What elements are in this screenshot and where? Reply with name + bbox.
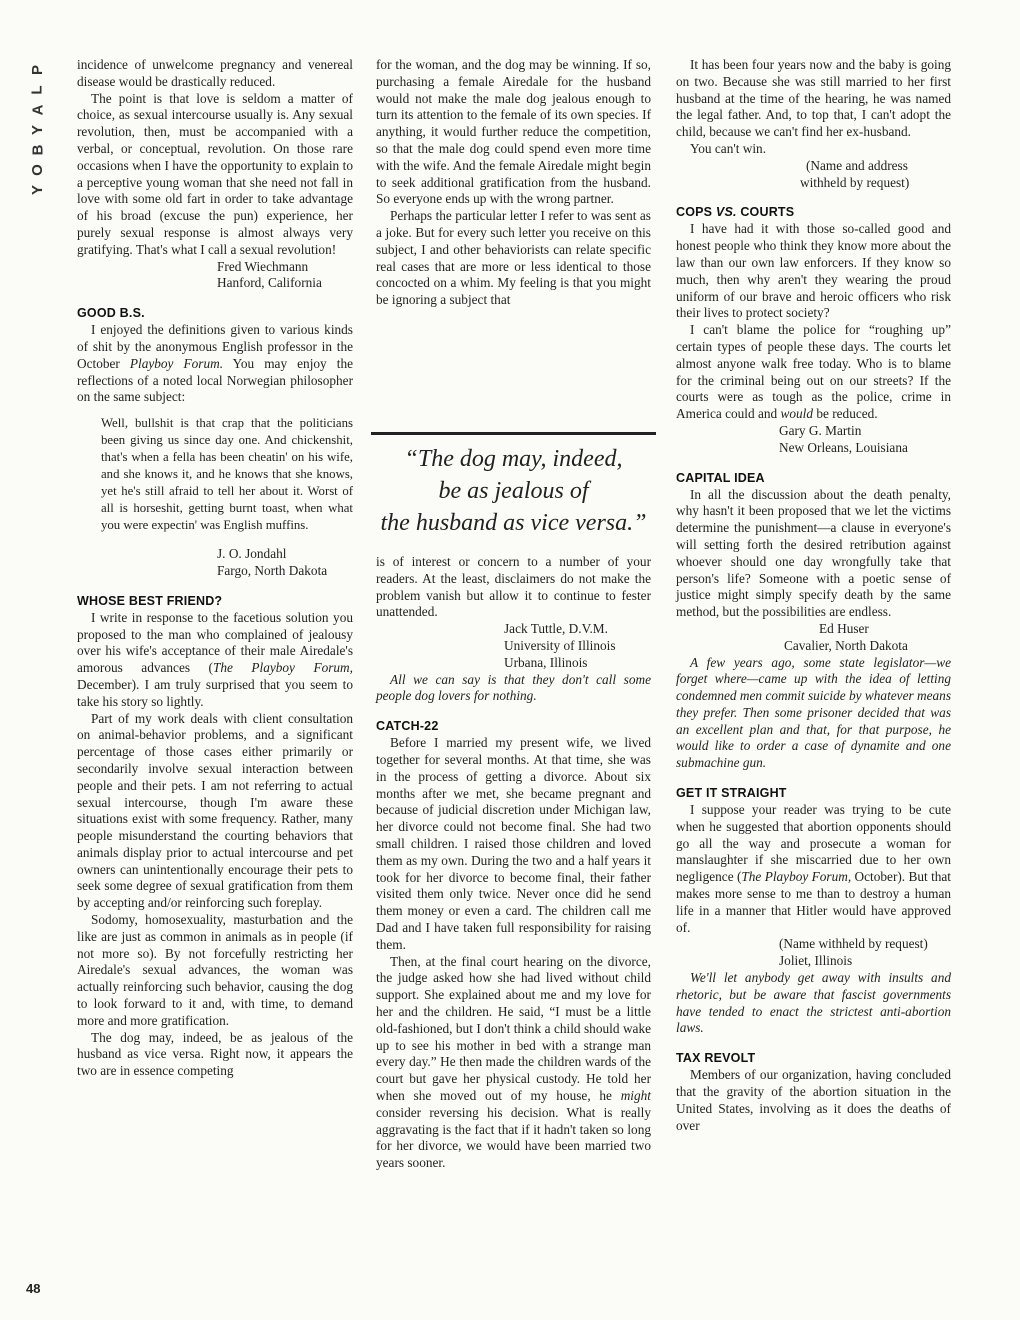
masthead-letter-b: B [29, 144, 46, 156]
paragraph: for the woman, and the dog may be winning. If so, purchasing a female Airedale for the husband would not make the male dog jealous enough to turn its attention to the female of its own species. If anything, it would further reduce the competition, so that the male dog could spend even more time with the wife. And the female Airedale might begin to seek additional gratification from the husband. So everyone ends up with the wrong partner. [376, 57, 651, 207]
signature-place: Urbana, Illinois [504, 654, 588, 670]
paragraph: Then, at the final court hearing on the divorce, the judge asked how she had lived without child support. She explained about me and my love for her and the children. He said, “I must be a little old-fashioned, but I don't think a child should wake up to see his mother in bed with a strange man every day.” He then made the children wards of the court but gave her physical custody. He told her when she moved out of my house, he might consider reversing his decision. What is really aggravating is the fact that if it hadn't taken so long for her divorce, we would have been married two years sooner. [376, 953, 651, 1171]
column-3 [676, 57, 951, 1134]
column-2-continued [376, 554, 651, 1172]
signature-place: Joliet, Illinois [779, 953, 853, 969]
paragraph: is of interest or concern to a number of your readers. At the least, disclaimers do not make the problem vanish but allow it to continue to fester unattended. [376, 554, 651, 620]
editor-reply: All we can say is that they don't call some people dog lovers for nothing. [376, 671, 651, 704]
masthead [27, 60, 49, 200]
signature-line: withheld by request) [800, 174, 910, 190]
signature [676, 936, 951, 970]
section-heading: GET IT STRAIGHT [676, 786, 787, 801]
signature-line: (Name and address [806, 157, 908, 173]
signature-name: J. O. Jondahl [217, 546, 287, 562]
signature-name: Fred Wiechmann [217, 258, 309, 274]
masthead-letter-p: P [28, 64, 46, 76]
paragraph: I have had it with those so-called good and honest people who think they know more about the law than our own law enforcers. If they know so much, then why aren't they wearing the proud uniform of our brave and heroic officers who risk their lives to protect society? [676, 221, 951, 321]
signature [676, 158, 951, 192]
signature [676, 423, 951, 457]
section-heading: GOOD B.S. [77, 306, 145, 321]
paragraph: Sodomy, homosexuality, masturbation and the like are just as common in animals as in people (if not more so). By not forcefully restricting her Airedale's sexual advances, the woman was actually reinforcing such behavior, causing the dog to look forward to it and, with time, to demand more and more gratification. [77, 912, 353, 1028]
signature-place: New Orleans, Louisiana [779, 439, 908, 455]
paragraph: I suppose your reader was trying to be cute when he suggested that abortion opponents should go all the way and prosecute a woman for manslaughter if she miscarried due to her own negligence (The Playboy Forum, October). But that makes more sense to me than to destroy a human life in a manner that Hitler would have approved of. [676, 802, 952, 935]
masthead-letter-o: O [28, 164, 46, 176]
column-1 [77, 57, 353, 1080]
section-heading: COPS VS. COURTS [676, 205, 795, 220]
page-number: 48 [26, 1281, 41, 1296]
section-heading: CATCH-22 [376, 719, 439, 734]
signature [77, 546, 353, 580]
signature-place: Cavalier, North Dakota [784, 637, 908, 653]
masthead-letter-y2: Y [28, 184, 46, 196]
section-heading: WHOSE BEST FRIEND? [77, 593, 223, 608]
pull-quote-line: “The dog may, indeed, [404, 446, 623, 472]
signature-place: Fargo, North Dakota [217, 562, 328, 578]
paragraph: Before I married my present wife, we lived together for several months. At that time, she was in the process of getting a divorce. About six months after we met, she became pregnant and because of judicial discretion under Michigan law, her divorce could not become final. She had two small children. I raised those children and loved them as my own. During the two and a half years it took for her divorce to become final, their father visited them only twice. Never once did he send them money or even a card. The children call me Dad and I have taken full responsibility for raising them. [376, 735, 651, 952]
paragraph: I can't blame the police for “roughing up” certain types of people these days. The courts let almost anyone walk free today. Who is to blame for the criminal being out on our streets? If the courts were as tough as the police, crime in America could and would be reduced. [676, 322, 951, 422]
paragraph: Perhaps the particular letter I refer to was sent as a joke. But for every such letter you receive on this subject, I and other behaviorists can relate specific real cases that are more or less identical to those concocted on a whim. My feeling is that you might be ignoring a subject that [376, 208, 651, 308]
masthead-letter-y: Y [28, 124, 46, 136]
signature-line: (Name withheld by request) [779, 936, 928, 952]
signature [376, 621, 651, 671]
block-quote: Well, bullshit is that crap that the politicians been giving us since day one. And chickenshit, that's when a fella has been cheatin' on his wife, and she knows it, and he knows that she knows, yet he's still afraid to tell her about it. Worst of all is horseshit, getting burnt toast, when what you were expectin' was English muffins. [101, 416, 353, 533]
pull-quote [371, 432, 656, 543]
signature-name: Jack Tuttle, D.V.M. [504, 621, 608, 637]
paragraph: Part of my work deals with client consultation on animal-behavior problems, and a significant percentage of those cases either primarily or secondarily involve sexual interaction between people and their pets. I am not referring to actual sexual intercourse, though I'm aware these situations exist with some frequency. Rather, many people misunderstand the courting behaviors that animals display prior to actual intercourse and pet owners can unintentionally encourage their pets to seek some degree of sexual gratification from them by accepting and/or reinforcing such foreplay. [77, 710, 353, 911]
paragraph: The dog may, indeed, be as jealous of the husband as vice versa. Right now, it appears the two are in essence competing [77, 1029, 353, 1079]
paragraph: I enjoyed the definitions given to various kinds of shit by the anonymous English professor in the October Playboy Forum. You may enjoy the reflections of a noted local Norwegian philosopher on the same subject: [77, 322, 353, 405]
pull-quote-line: be as jealous of [438, 478, 589, 504]
paragraph: Members of our organization, having concluded that the gravity of the abortion situation in the United States, involving as it does the deaths of over [676, 1067, 951, 1133]
signature [676, 621, 951, 655]
paragraph: incidence of unwelcome pregnancy and venereal disease would be drastically reduced. [77, 57, 353, 89]
paragraph: I write in response to the facetious solution you proposed to the man who complained of jealousy over his wife's acceptance of their male Airedale's amorous advances (The Playboy Forum, December). I am truly surprised that you seem to take his story so lightly. [77, 609, 353, 709]
paragraph: The point is that love is seldom a matter of choice, as sexual intercourse usually is. Any sexual revolution, then, must be accompanied with a verbal, or conceptual, revolution. On those rare occasions when I have the opportunity to explain to a perceptive young woman that she need not fall in love with some old fart in order to take advantage of his broad (excuse the pun) experience, her purely sexual response is almost always very gratifying. That's what I call a sexual revolution! [77, 90, 353, 257]
signature-name: Ed Huser [819, 620, 869, 636]
editor-reply: We'll let anybody get away with insults and rhetoric, but be aware that fascist governments have tended to enact the strictest anti-abortion laws. [676, 970, 951, 1036]
paragraph: It has been four years now and the baby is going on two. Because she was still married to her first husband at the time of the hearing, he was named the legal father. And, to top that, I can't adopt the child, because we can't find her ex-husband. [676, 57, 951, 140]
signature-org: University of Illinois [504, 637, 616, 653]
signature-place: Hanford, California [217, 275, 322, 291]
masthead-letter-l: L [28, 85, 46, 95]
pull-quote-line: the husband as vice versa.” [380, 510, 647, 536]
signature-name: Gary G. Martin [779, 422, 862, 438]
signature [77, 259, 353, 293]
section-heading: CAPITAL IDEA [676, 470, 765, 485]
editor-reply: A few years ago, some state legislator—we forget where—came up with the idea of letting condemned men commit suicide by whatever means they prefer. Then some prisoner decided that was an excellent plan and that, for that purpose, he would like to order a case of dynamite and one submachine gun. [676, 654, 951, 771]
section-heading: TAX REVOLT [676, 1051, 756, 1066]
paragraph: You can't win. [690, 140, 767, 156]
paragraph: In all the discussion about the death penalty, why hasn't it been proposed that we let the victims determine the punishment—a clause in everyone's will setting forth the desired retribution against whoever should one day wrongfully take that person's life? Someone with a poetic sense of justice might simply specify death by the same method, but the possibilities are endless. [676, 486, 951, 620]
column-2 [376, 57, 651, 309]
masthead-letter-a: A [29, 104, 46, 116]
